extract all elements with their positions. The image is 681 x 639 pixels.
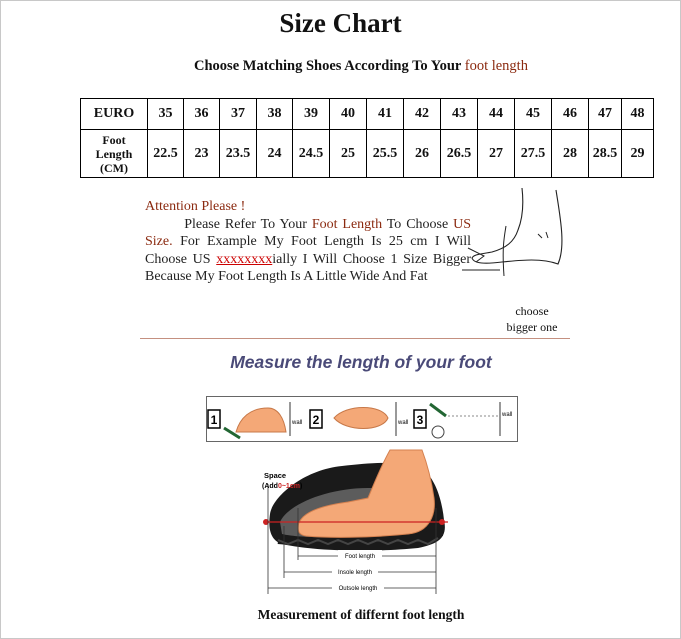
space-add-label xyxy=(262,483,302,490)
space-label: Space xyxy=(264,471,287,480)
subtitle-text: Choose Matching Shoes According To Your xyxy=(194,58,462,74)
outsole-length-label: Outsole length xyxy=(338,586,378,592)
attention-redacted: xxxxxxxx xyxy=(216,251,273,267)
attention-highlight-us-size: US Size. xyxy=(145,216,472,249)
shoe-measurement-diagram xyxy=(258,448,454,604)
euro-size-cell: 43 xyxy=(441,99,478,130)
euro-size-cell: 45 xyxy=(515,99,552,130)
size-table xyxy=(80,98,654,178)
step-1-wall: wall xyxy=(292,420,303,426)
foot-length-cell: 22.5 xyxy=(148,130,184,178)
space-add: (Add xyxy=(262,483,278,490)
foot-length-cell: 25 xyxy=(330,130,367,178)
subtitle xyxy=(0,58,681,75)
foot-length-cell: 29 xyxy=(622,130,654,178)
insole-length-label: Insole length xyxy=(337,570,373,576)
foot-length-cell: 24 xyxy=(257,130,293,178)
attention-heading: Attention Please ! xyxy=(145,199,246,214)
attention-body xyxy=(145,216,471,286)
choose-bigger-note xyxy=(496,303,568,335)
foot-length-cell: 26.5 xyxy=(441,130,478,178)
foot-length-cell: 23 xyxy=(184,130,220,178)
step-2-wall: wall xyxy=(398,420,409,426)
foot-label-line: Length xyxy=(95,146,133,161)
euro-size-cell: 36 xyxy=(184,99,220,130)
foot-length-label: Foot length xyxy=(344,554,376,560)
foot-sketch-icon xyxy=(462,186,572,286)
space-close: ) xyxy=(299,483,303,490)
euro-size-cell: 35 xyxy=(148,99,184,130)
attention-highlight-foot-length: Foot Length xyxy=(311,216,383,232)
diagram-caption: Measurement of differnt foot length xyxy=(257,607,465,622)
euro-size-cell: 39 xyxy=(293,99,330,130)
euro-size-cell: 41 xyxy=(367,99,404,130)
euro-size-cell: 42 xyxy=(404,99,441,130)
euro-size-cell: 38 xyxy=(257,99,293,130)
step-3-wall: wall xyxy=(502,412,513,418)
subtitle-highlight: foot length xyxy=(464,58,528,74)
euro-size-cell: 48 xyxy=(622,99,654,130)
foot-length-cell: 28.5 xyxy=(589,130,622,178)
section-divider xyxy=(140,338,570,339)
euro-size-cell: 37 xyxy=(220,99,257,130)
foot-label-line: (CM) xyxy=(100,160,128,175)
measure-title: Measure the length of your foot xyxy=(230,352,492,372)
foot-length-cell: 26 xyxy=(404,130,441,178)
choose-line: bigger one xyxy=(506,320,558,334)
attention-text: Please Refer To Your xyxy=(184,216,307,232)
foot-length-cell: 24.5 xyxy=(293,130,330,178)
euro-row xyxy=(81,99,654,130)
attention-text: ially I Will Choose 1 Size Bigger Because My Foot Length Is A Little Wide And Fat xyxy=(145,251,472,284)
foot-length-cell: 25.5 xyxy=(367,130,404,178)
attention-note xyxy=(145,198,471,286)
step-3-label: 3 xyxy=(416,413,424,427)
euro-size-cell: 40 xyxy=(330,99,367,130)
foot-label-line: Foot xyxy=(102,132,126,147)
foot-length-label xyxy=(81,130,148,178)
euro-size-cell: 44 xyxy=(478,99,515,130)
foot-length-cell: 23.5 xyxy=(220,130,257,178)
foot-length-cell: 27.5 xyxy=(515,130,552,178)
measure-steps-diagram xyxy=(206,396,518,442)
page-title: Size Chart xyxy=(279,8,402,38)
space-range: 0~1cm xyxy=(277,483,300,490)
attention-text: To Choose xyxy=(386,216,449,232)
euro-size-cell: 47 xyxy=(589,99,622,130)
foot-length-row xyxy=(81,130,654,178)
attention-text: For Example My Foot Length Is 25 cm I Will Choose US xyxy=(145,234,472,267)
foot-length-cell: 27 xyxy=(478,130,515,178)
foot-length-cell: 28 xyxy=(552,130,589,178)
step-1-label: 1 xyxy=(210,413,218,427)
step-2-label: 2 xyxy=(312,413,320,427)
ruler-icon xyxy=(432,426,444,438)
choose-line: choose xyxy=(515,304,549,318)
euro-label: EURO xyxy=(81,99,148,130)
euro-size-cell: 46 xyxy=(552,99,589,130)
